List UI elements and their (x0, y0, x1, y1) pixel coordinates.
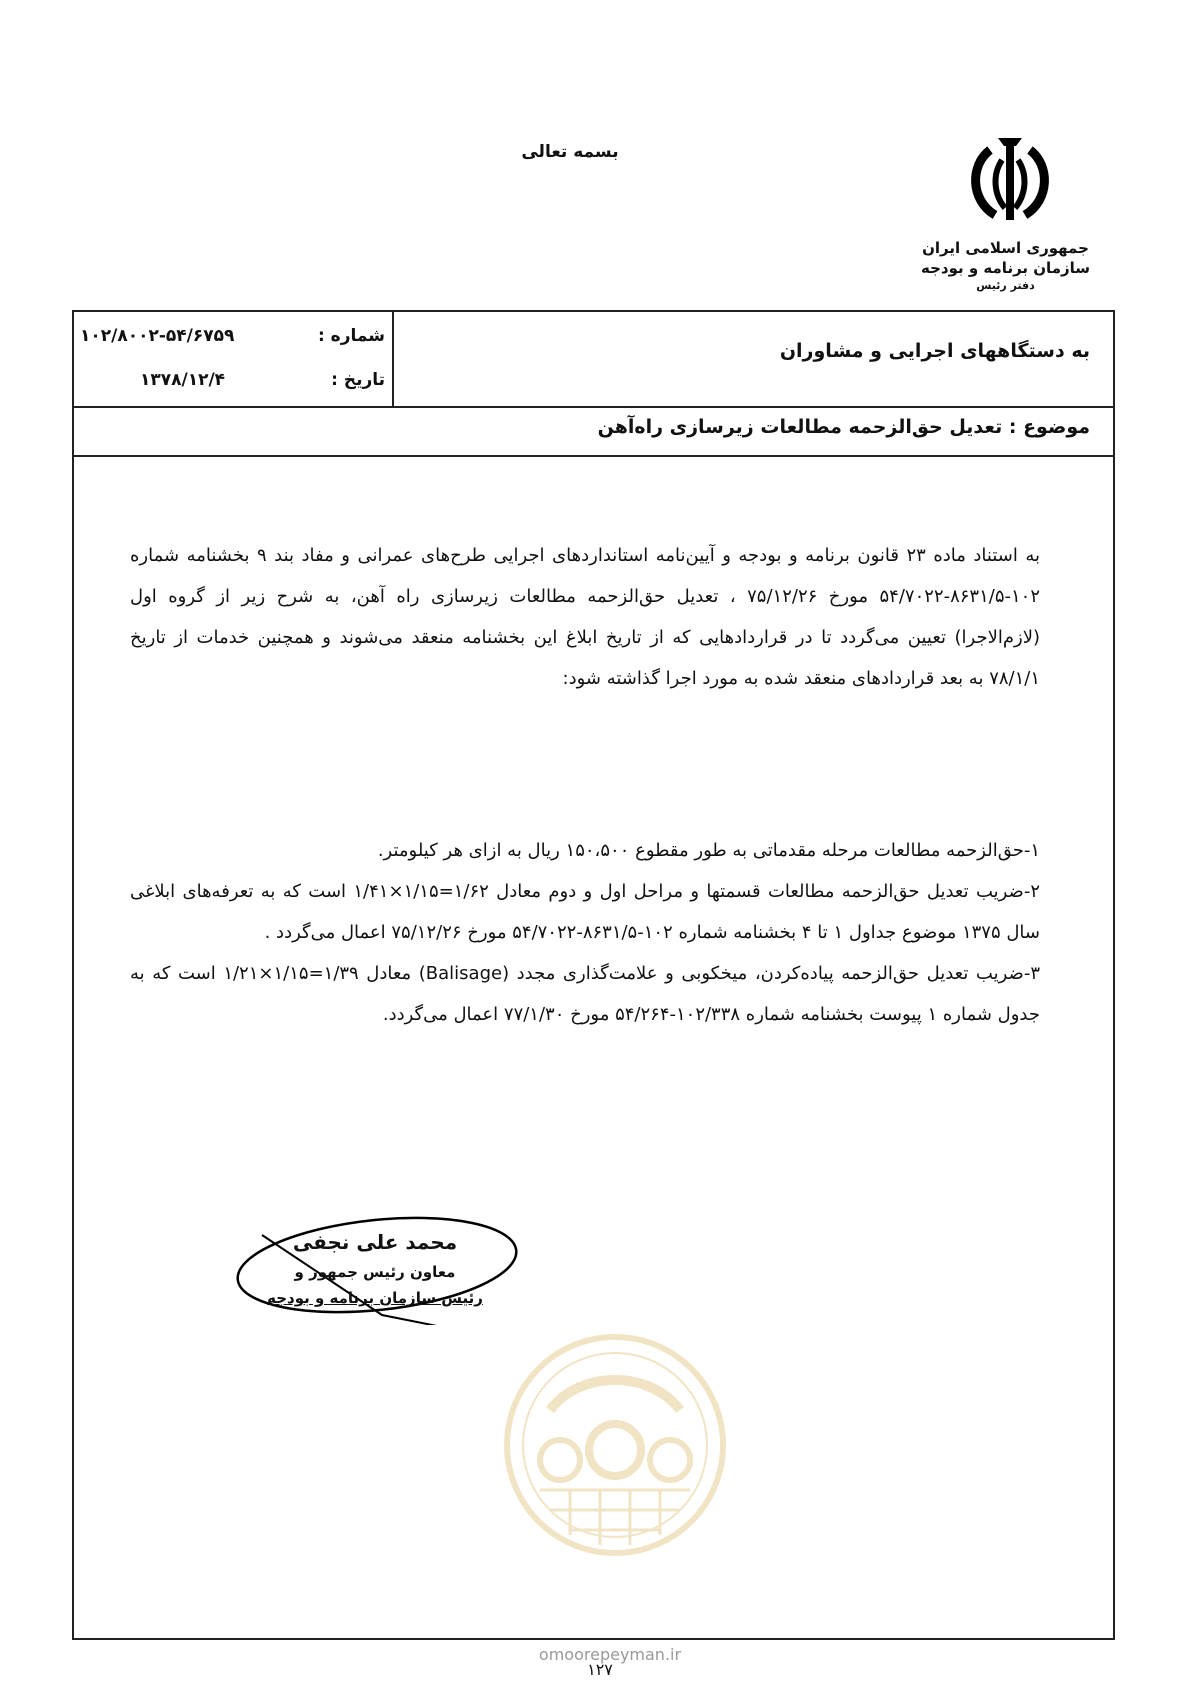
body-paragraph: به استناد ماده ۲۳ قانون برنامه و بودجه و آیین‌نامه استانداردهای اجرایی طرح‌های عمرانی و مفاد بند ۹ بخشنامه شماره ۱۰۲-۸۶۳۱/۵-۵۴/۷۰۲۲ مورخ ۷۵/۱۲/۲۶ ، تعدیل حق‌الزحمه مطالعات زیرسازی راه آهن، به شرح زیر از گروه اول (لازم‌الاجرا) تعیین می‌گردد تا در قراردادهایی که از تاریخ ابلاغ این بخشنامه منعقد می‌شوند و همچنین خدمات از تاریخ ۷۸/۱/۱ به بعد قراردادهای منعقد شده به مورد اجرا گذاشته شود: (130, 545, 1041, 689)
watermark-url: omoorepeyman.ir (538, 1645, 682, 1664)
number-label: شماره : (317, 326, 385, 346)
page-number: ۱۲۷ (587, 1660, 613, 1679)
bismillah-heading: بسمه تعالی (521, 142, 619, 162)
org-line-1: جمهوری اسلامی ایران (922, 239, 1089, 257)
iran-emblem-icon (960, 130, 1060, 230)
subject-divider (72, 455, 1115, 457)
letter-body (130, 535, 1040, 699)
subject-line: موضوع : تعدیل حق‌الزحمه مطالعات زیرسازی راه‌آهن (597, 416, 1090, 438)
meta-divider (392, 310, 394, 406)
signature-block (245, 1225, 505, 1311)
header-divider (72, 406, 1115, 408)
watermark-seal-icon (500, 1330, 730, 1560)
signatory-title-2: رئیس سازمان برنامه و بودجه (267, 1289, 483, 1307)
items-list (130, 830, 1040, 1035)
list-item: ۳-ضریب تعدیل حق‌الزحمه پیاده‌کردن، میخکوبی و علامت‌گذاری مجدد (Balisage) معادل ۱/۳۹=۱/۱۵×۱/۲۱ است که به جدول شماره ۱ پیوست بخشنامه شماره ۱۰۲/۳۳۸-۵۴/۲۶۴ مورخ ۷۷/۱/۳۰ اعمال می‌گردد. (130, 963, 1041, 1025)
org-line-2: سازمان برنامه و بودجه (921, 259, 1090, 277)
date-label: تاریخ : (331, 370, 385, 390)
number-value: ۱۰۲/۸۰۰۲-۵۴/۶۷۵۹ (80, 326, 235, 346)
list-item: ۲-ضریب تعدیل حق‌الزحمه مطالعات قسمتها و مراحل اول و دوم معادل ۱/۶۲=۱/۱۵×۱/۴۱ است که به تعرفه‌های ابلاغی سال ۱۳۷۵ موضوع جداول ۱ تا ۴ بخشنامه شماره ۱۰۲-۸۶۳۱/۵-۵۴/۷۰۲۲ مورخ ۷۵/۱۲/۲۶ اعمال می‌گردد . (130, 881, 1041, 943)
list-item: ۱-حق‌الزحمه مطالعات مرحله مقدماتی به طور مقطوع ۱۵۰،۵۰۰ ریال به ازای هر کیلومتر. (377, 840, 1040, 861)
letter-number (80, 326, 385, 346)
organization-block (921, 238, 1090, 294)
signatory-title-1: معاون رئیس جمهور و (294, 1263, 456, 1281)
letter-date (80, 370, 385, 390)
recipient: به دستگاههای اجرایی و مشاوران (779, 340, 1090, 362)
date-value: ۱۳۷۸/۱۲/۴ (140, 370, 226, 390)
signatory-name: محمد علی نجفی (292, 1230, 458, 1254)
org-line-3: دفتر رئیس (976, 279, 1035, 292)
